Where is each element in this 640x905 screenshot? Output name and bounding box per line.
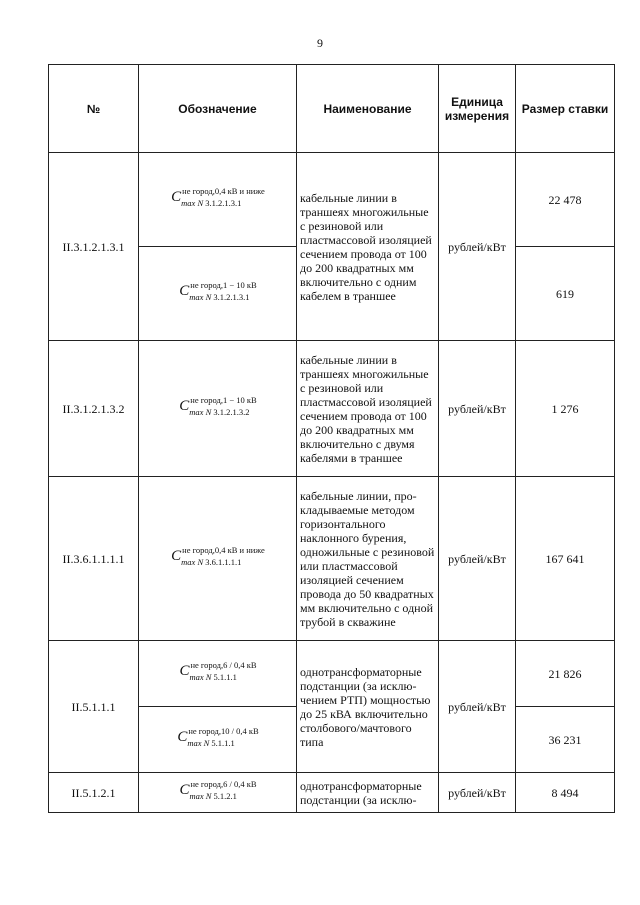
rate-value: 619 xyxy=(516,247,615,341)
rate-value: 21 826 xyxy=(516,641,615,707)
tariff-table xyxy=(48,64,615,813)
item-name: однотрансформаторные подстанции (за исклю- xyxy=(297,773,439,813)
designation-formula: $C^{не город,6 / 0,4 кВ}$ max N 5.1.2.1 xyxy=(139,773,297,813)
rate-value: 22 478 xyxy=(516,153,615,247)
item-unit: рублей/кВт xyxy=(439,153,516,341)
table-row xyxy=(49,773,615,813)
page-number: 9 xyxy=(317,36,323,50)
table-row xyxy=(49,477,615,641)
header-num: № xyxy=(49,65,139,153)
header-row xyxy=(49,65,615,153)
designation-formula: $C^{не город,0,4 кВ и ниже}$ max N 3.6.1.1.1.1 xyxy=(139,477,297,641)
item-name: кабельные линии, прокладываемые методом горизонтального наклонного бурения, одножильные с резиновой или пластмассовой изоляцией сечением провода до 50 квадратных мм включительно с одной трубой в скважине xyxy=(297,477,439,641)
header-name: Наименование xyxy=(297,65,439,153)
designation-formula: $C^{не город,10 / 0,4 кВ}$ max N 5.1.1.1 xyxy=(139,707,297,773)
table-row xyxy=(49,341,615,477)
rate-value: 1 276 xyxy=(516,341,615,477)
header-rate: Размер ставки xyxy=(516,65,615,153)
row-number: II.3.1.2.1.3.2 xyxy=(49,341,139,477)
designation-formula: $C^{не город,6 / 0,4 кВ}$ max N 5.1.1.1 xyxy=(139,641,297,707)
item-name: кабельные линии в траншеях многожильные с резиновой или пластмассовой изоляцией сечением провода от 100 до 200 квадратных мм включительно с одним кабелем в траншее xyxy=(297,153,439,341)
rate-value: 167 641 xyxy=(516,477,615,641)
item-name: однотрансформаторные подстанции (за исключением РТП) мощностью до 25 кВА включительно столбового/мачтового типа xyxy=(297,641,439,773)
rate-value: 8 494 xyxy=(516,773,615,813)
row-number: II.3.1.2.1.3.1 xyxy=(49,153,139,341)
row-number: II.5.1.2.1 xyxy=(49,773,139,813)
table-row xyxy=(49,641,615,707)
header-designation: Обозначение xyxy=(139,65,297,153)
item-unit: рублей/кВт xyxy=(439,773,516,813)
row-number: II.5.1.1.1 xyxy=(49,641,139,773)
item-unit: рублей/кВт xyxy=(439,641,516,773)
designation-formula: $C^{не город,1 - 10 кВ}$ max N 3.1.2.1.3.2 xyxy=(139,341,297,477)
header-unit: Единица измерения xyxy=(439,65,516,153)
item-unit: рублей/кВт xyxy=(439,477,516,641)
rate-value: 36 231 xyxy=(516,707,615,773)
designation-formula: $C^{не город,0,4 кВ и ниже}$ max N 3.1.2.1.3.1 xyxy=(139,153,297,247)
row-number: II.3.6.1.1.1.1 xyxy=(49,477,139,641)
table-row xyxy=(49,153,615,247)
item-name: кабельные линии в траншеях многожильные с резиновой или пластмассовой изоляцией сечением провода от 100 до 200 квадратных мм включительно с двумя кабелями в траншее xyxy=(297,341,439,477)
item-unit: рублей/кВт xyxy=(439,341,516,477)
designation-formula: $C^{не город,1 - 10 кВ}$ max N 3.1.2.1.3.1 xyxy=(139,247,297,341)
